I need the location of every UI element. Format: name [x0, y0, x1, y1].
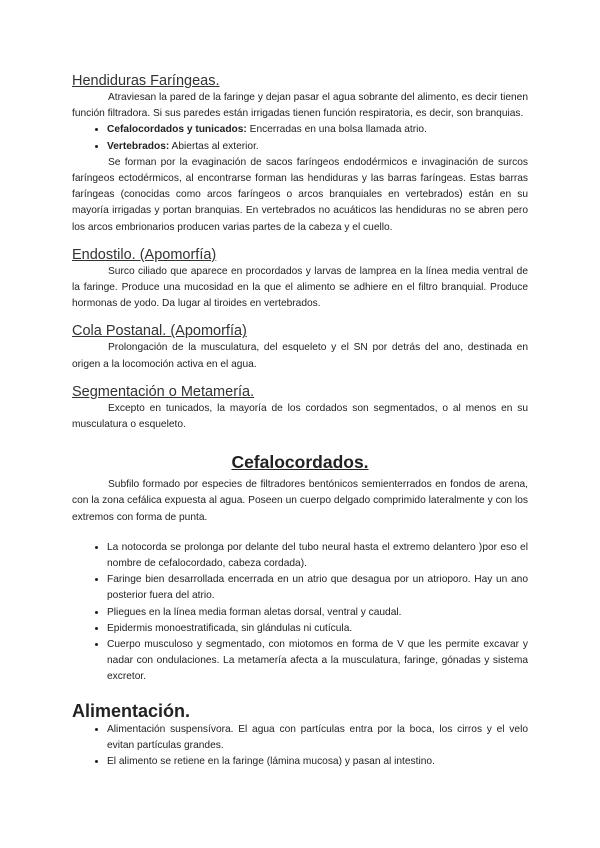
list-item: • Alimentación suspensívora. El agua con partículas entra por la boca, los cirros y el velo evitan partículas grandes.: [107, 722, 528, 754]
heading-segmentacion: Segmentación o Metamería.: [72, 383, 255, 400]
list-item: [107, 122, 528, 138]
list-item: [107, 139, 528, 155]
list-hendiduras: [72, 122, 528, 154]
paragraph-cefalocordados: Subfilo formado por especies de filtradores bentónicos semienterrados en fondos de arena, con la zona cefálica expuesta al agua. Poseen un cuerpo delgado comprimido lateralmente y con los extremos con forma de punta.: [72, 479, 528, 523]
heading-alimentacion: Alimentación.: [72, 700, 191, 721]
list-item: • Pliegues en la línea media forman aletas dorsal, ventral y caudal.: [107, 605, 528, 621]
list-item: • Cuerpo musculoso y segmentado, con miotomos en forma de V que les permite excavar y nadar con ondulaciones. La metamería afecta a la musculatura, faringe, gónadas y sistema excretor.: [107, 637, 528, 686]
paragraph-endostilo: Surco ciliado que aparece en procordados y larvas de lamprea en la línea media ventral de la faringe. Produce una mucosidad en la que el alimento se adhiere en el filtro branquial. Produce hormonas de yodo. Da lugar al tiroides en vertebrados.: [72, 265, 528, 310]
heading-endostilo: Endostilo. (Apomorfía): [72, 246, 217, 263]
paragraph-segmentacion: Excepto en tunicados, la mayoría de los cordados son segmentados, o al menos en su musculatura o esqueleto.: [72, 402, 528, 431]
item-text: Encerradas en una bolsa llamada atrio.: [246, 124, 427, 136]
paragraph-hendiduras-2: Se forman por la evaginación de sacos faríngeos endodérmicos e invaginación de surcos faríngeos ectodérmicos, al encontrarse forman las hendiduras y las barras faríngeas. Estas barras faríngeas (conocidas como arcos faríngeos o arcos branquiales en vertebrados) están en su mayoría irrigadas y portan branquias. En vertebrados no acuáticos las hendiduras no se abren pero los arcos embrionarios producen varias partes de la cabeza y el cuello.: [72, 156, 528, 233]
list-cefalocordados: [72, 540, 528, 686]
heading-cefalocordados: Cefalocordados.: [231, 452, 369, 473]
paragraph-cola-postanal: Prolongación de la musculatura, del esqueleto y el SN por detrás del ano, destinada en origen a la locomoción activa en el agua.: [72, 342, 528, 370]
bold-term: Vertebrados:: [107, 140, 170, 152]
list-item: • Faringe bien desarrollada encerrada en un atrio que desagua por un atrioporo. Hay un ano posterior fuera del atrio.: [107, 572, 528, 604]
bold-term: Cefalocordados y tunicados:: [107, 124, 247, 136]
list-item: • El alimento se retiene en la faringe (lámina mucosa) y pasan al intestino.: [107, 754, 528, 770]
item-text: Abiertas al exterior.: [169, 140, 259, 152]
paragraph-hendiduras-1: Atraviesan la pared de la faringe y dejan pasar el agua sobrante del alimento, es decir tienen función filtradora. Si sus paredes están irrigadas tienen función respiratoria, es decir, son branquias.: [72, 92, 528, 120]
list-item: • Epidermis monoestratificada, sin glándulas ni cutícula.: [107, 621, 528, 637]
heading-hendiduras: Hendiduras Faríngeas.: [72, 73, 220, 89]
heading-cola-postanal: Cola Postanal. (Apomorfía): [72, 323, 247, 340]
list-alimentacion: [72, 722, 528, 771]
list-item: • La notocorda se prolonga por delante del tubo neural hasta el extremo delantero )por eso el nombre de cefalocordado, cabeza cordada).: [107, 540, 528, 572]
